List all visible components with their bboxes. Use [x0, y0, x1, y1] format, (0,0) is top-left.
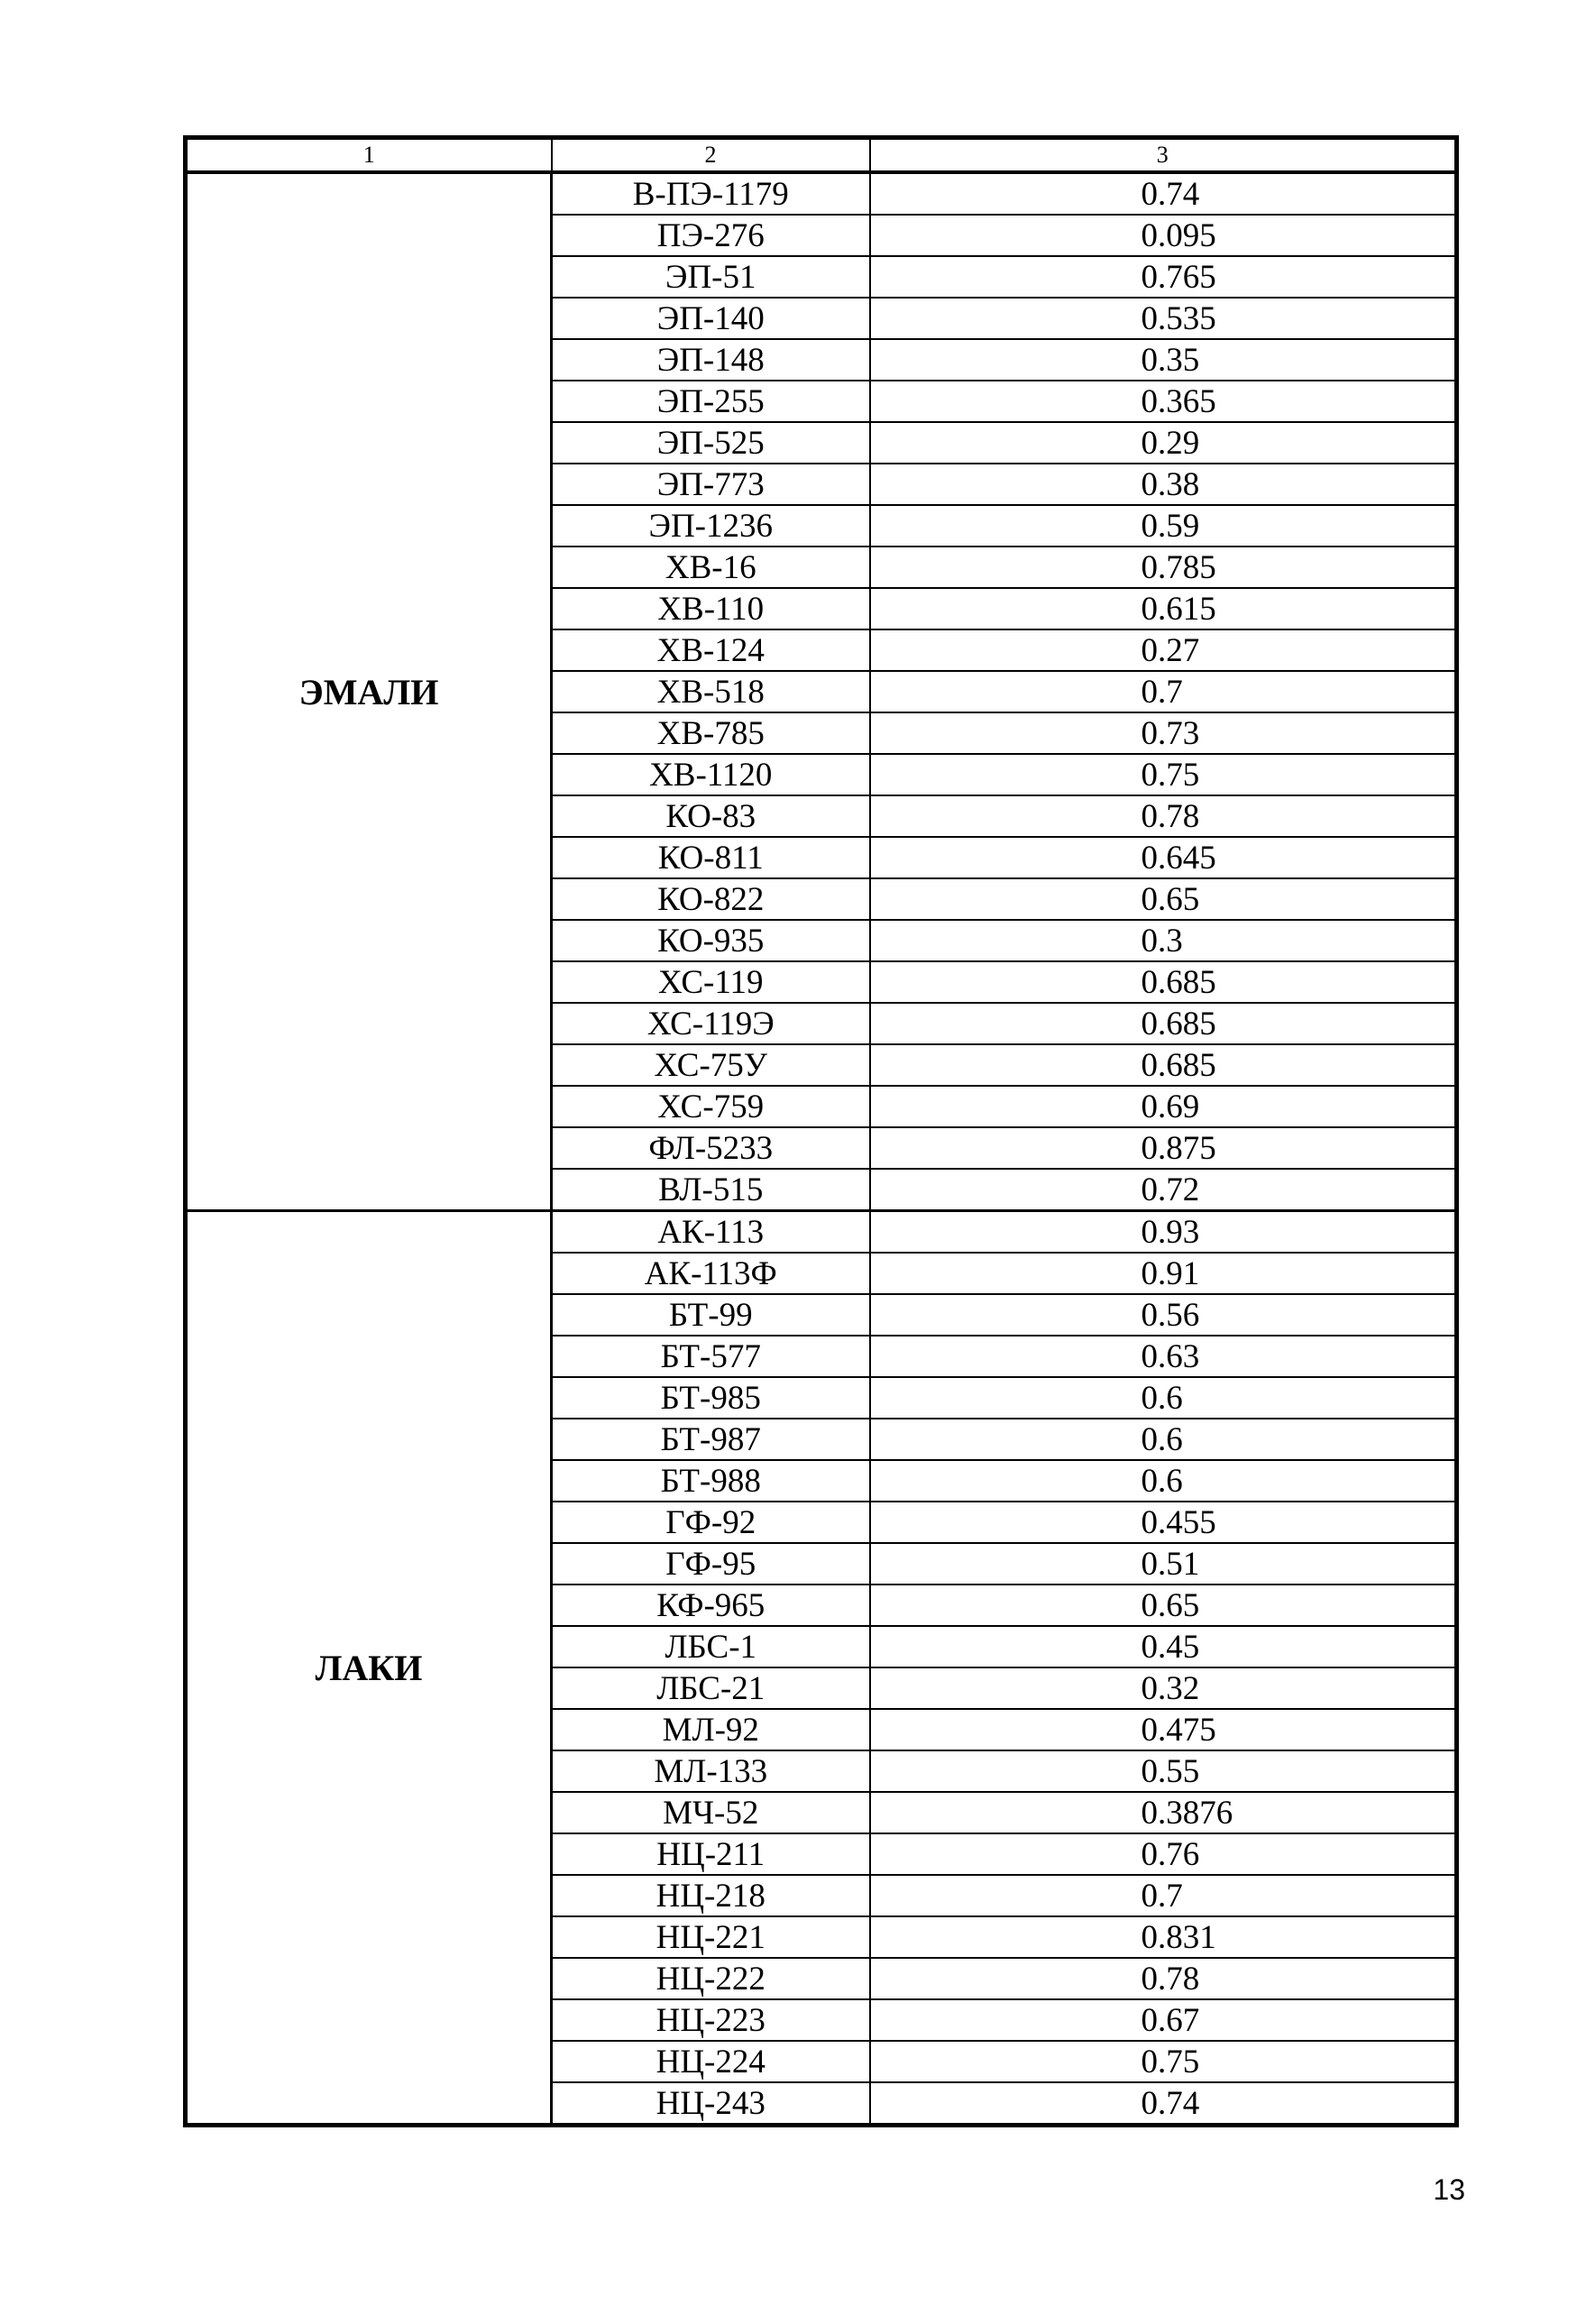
material-code-cell: ХВ-1120 — [552, 754, 870, 795]
material-code-cell: НЦ-218 — [552, 1875, 870, 1916]
coefficient-value-cell: 0.3 — [870, 920, 1457, 961]
material-code-cell: АК-113Ф — [552, 1253, 870, 1294]
material-code-cell: НЦ-223 — [552, 1999, 870, 2041]
material-code-cell: КО-83 — [552, 795, 870, 837]
material-code-cell: БТ-988 — [552, 1460, 870, 1502]
material-code-cell: НЦ-211 — [552, 1833, 870, 1875]
coefficient-value-cell: 0.831 — [870, 1916, 1457, 1958]
coefficient-value-cell: 0.93 — [870, 1211, 1457, 1254]
coefficient-value-cell: 0.78 — [870, 1958, 1457, 1999]
coefficient-value-cell: 0.59 — [870, 505, 1457, 547]
coefficient-value-cell: 0.75 — [870, 2041, 1457, 2082]
coefficient-value-cell: 0.765 — [870, 256, 1457, 298]
material-code-cell: АК-113 — [552, 1211, 870, 1254]
coefficient-value-cell: 0.74 — [870, 172, 1457, 215]
coefficient-value-cell: 0.38 — [870, 464, 1457, 505]
material-code-cell: ХС-119Э — [552, 1003, 870, 1044]
material-code-cell: ЭП-255 — [552, 381, 870, 422]
table-row — [186, 172, 1457, 215]
material-code-cell: БТ-577 — [552, 1336, 870, 1377]
material-code-cell: ХС-75У — [552, 1044, 870, 1086]
coefficient-value-cell: 0.6 — [870, 1377, 1457, 1419]
coefficient-value-cell: 0.365 — [870, 381, 1457, 422]
coefficient-value-cell: 0.685 — [870, 1003, 1457, 1044]
material-code-cell: ЭП-1236 — [552, 505, 870, 547]
material-code-cell: ЛБС-1 — [552, 1626, 870, 1667]
coefficient-value-cell: 0.7 — [870, 671, 1457, 712]
coefficient-value-cell: 0.76 — [870, 1833, 1457, 1875]
coefficient-value-cell: 0.27 — [870, 629, 1457, 671]
material-code-cell: МЧ-52 — [552, 1792, 870, 1833]
material-code-cell: ГФ-95 — [552, 1543, 870, 1585]
coefficient-value-cell: 0.51 — [870, 1543, 1457, 1585]
coefficient-value-cell: 0.67 — [870, 1999, 1457, 2041]
coefficient-value-cell: 0.685 — [870, 961, 1457, 1003]
coefficient-value-cell: 0.65 — [870, 878, 1457, 920]
column-header-2: 2 — [552, 138, 870, 173]
material-code-cell: КФ-965 — [552, 1585, 870, 1626]
material-code-cell: БТ-99 — [552, 1294, 870, 1336]
coefficient-value-cell: 0.32 — [870, 1667, 1457, 1709]
coefficient-value-cell: 0.645 — [870, 837, 1457, 878]
material-code-cell: ХВ-785 — [552, 712, 870, 754]
material-code-cell: ЭП-773 — [552, 464, 870, 505]
coefficient-value-cell: 0.7 — [870, 1875, 1457, 1916]
coefficient-value-cell: 0.615 — [870, 588, 1457, 629]
material-code-cell: МЛ-133 — [552, 1750, 870, 1792]
material-code-cell: В-ПЭ-1179 — [552, 172, 870, 215]
table-row — [186, 1211, 1457, 1254]
material-code-cell: ХВ-518 — [552, 671, 870, 712]
material-code-cell: ХВ-110 — [552, 588, 870, 629]
table-body — [186, 172, 1457, 2126]
coefficient-value-cell: 0.6 — [870, 1460, 1457, 1502]
coefficient-value-cell: 0.45 — [870, 1626, 1457, 1667]
material-code-cell: НЦ-243 — [552, 2082, 870, 2126]
coefficient-value-cell: 0.3876 — [870, 1792, 1457, 1833]
coefficient-value-cell: 0.78 — [870, 795, 1457, 837]
coefficients-table — [183, 135, 1459, 2127]
material-code-cell: ПЭ-276 — [552, 215, 870, 256]
material-code-cell: ФЛ-5233 — [552, 1127, 870, 1169]
coefficient-value-cell: 0.095 — [870, 215, 1457, 256]
coefficient-value-cell: 0.69 — [870, 1086, 1457, 1127]
material-code-cell: ГФ-92 — [552, 1502, 870, 1543]
material-code-cell: КО-935 — [552, 920, 870, 961]
material-code-cell: МЛ-92 — [552, 1709, 870, 1750]
material-code-cell: БТ-985 — [552, 1377, 870, 1419]
coefficient-value-cell: 0.475 — [870, 1709, 1457, 1750]
page-number: 13 — [1433, 2173, 1465, 2206]
coefficient-value-cell: 0.875 — [870, 1127, 1457, 1169]
material-code-cell: ХВ-16 — [552, 547, 870, 588]
material-code-cell: НЦ-224 — [552, 2041, 870, 2082]
material-code-cell: КО-811 — [552, 837, 870, 878]
material-code-cell: ЭП-51 — [552, 256, 870, 298]
material-code-cell: ЭП-525 — [552, 422, 870, 464]
coefficient-value-cell: 0.72 — [870, 1169, 1457, 1211]
coefficient-value-cell: 0.65 — [870, 1585, 1457, 1626]
material-code-cell: ЭП-140 — [552, 298, 870, 339]
material-code-cell: ХС-759 — [552, 1086, 870, 1127]
coefficient-value-cell: 0.6 — [870, 1419, 1457, 1460]
coefficient-value-cell: 0.73 — [870, 712, 1457, 754]
table-header-row — [186, 138, 1457, 173]
coefficient-value-cell: 0.75 — [870, 754, 1457, 795]
material-code-cell: ВЛ-515 — [552, 1169, 870, 1211]
coefficient-value-cell: 0.63 — [870, 1336, 1457, 1377]
coefficient-value-cell: 0.29 — [870, 422, 1457, 464]
coefficient-value-cell: 0.74 — [870, 2082, 1457, 2126]
coefficient-value-cell: 0.56 — [870, 1294, 1457, 1336]
group-label: ЛАКИ — [186, 1211, 552, 2126]
coefficient-value-cell: 0.785 — [870, 547, 1457, 588]
material-code-cell: ЭП-148 — [552, 339, 870, 381]
coefficient-value-cell: 0.55 — [870, 1750, 1457, 1792]
coefficient-value-cell: 0.535 — [870, 298, 1457, 339]
material-code-cell: ЛБС-21 — [552, 1667, 870, 1709]
material-code-cell: БТ-987 — [552, 1419, 870, 1460]
material-code-cell: ХВ-124 — [552, 629, 870, 671]
material-code-cell: КО-822 — [552, 878, 870, 920]
column-header-3: 3 — [870, 138, 1457, 173]
material-code-cell: ХС-119 — [552, 961, 870, 1003]
coefficient-value-cell: 0.91 — [870, 1253, 1457, 1294]
group-label: ЭМАЛИ — [186, 172, 552, 1211]
coefficient-value-cell: 0.455 — [870, 1502, 1457, 1543]
material-code-cell: НЦ-222 — [552, 1958, 870, 1999]
coefficient-value-cell: 0.685 — [870, 1044, 1457, 1086]
column-header-1: 1 — [186, 138, 552, 173]
material-code-cell: НЦ-221 — [552, 1916, 870, 1958]
coefficient-value-cell: 0.35 — [870, 339, 1457, 381]
